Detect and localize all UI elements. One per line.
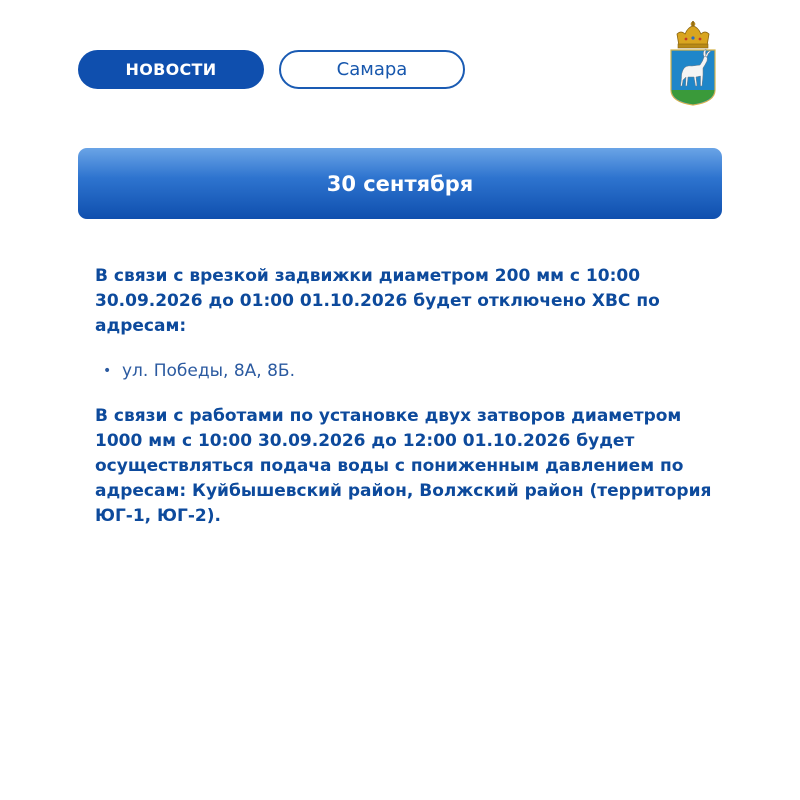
- address-text: ул. Победы, 8А, 8Б.: [122, 361, 295, 381]
- list-item: [95, 359, 715, 384]
- crown-icon: [677, 21, 709, 48]
- address-list: [95, 359, 715, 384]
- samara-coat-of-arms-icon: [666, 20, 720, 106]
- bullet-icon: •: [103, 363, 112, 379]
- date-banner: 30 сентября: [78, 148, 722, 219]
- news-content: [95, 264, 715, 529]
- news-category-badge[interactable]: НОВОСТИ: [78, 50, 264, 89]
- city-badge[interactable]: Самара: [279, 50, 465, 89]
- notice-low-pressure: В связи с работами по установке двух затворов диаметром 1000 мм с 10:00 30.09.2026 до 12:00 01.10.2026 будет осуществляться подача воды с пониженным давлением по адресам: Куйбышевский район, Волжский район (территория ЮГ-1, ЮГ-2).: [95, 406, 712, 526]
- notice-cold-water-shutoff: В связи с врезкой задвижки диаметром 200 мм с 10:00 30.09.2026 до 01:00 01.10.2026 будет отключено ХВС по адресам:: [95, 266, 660, 336]
